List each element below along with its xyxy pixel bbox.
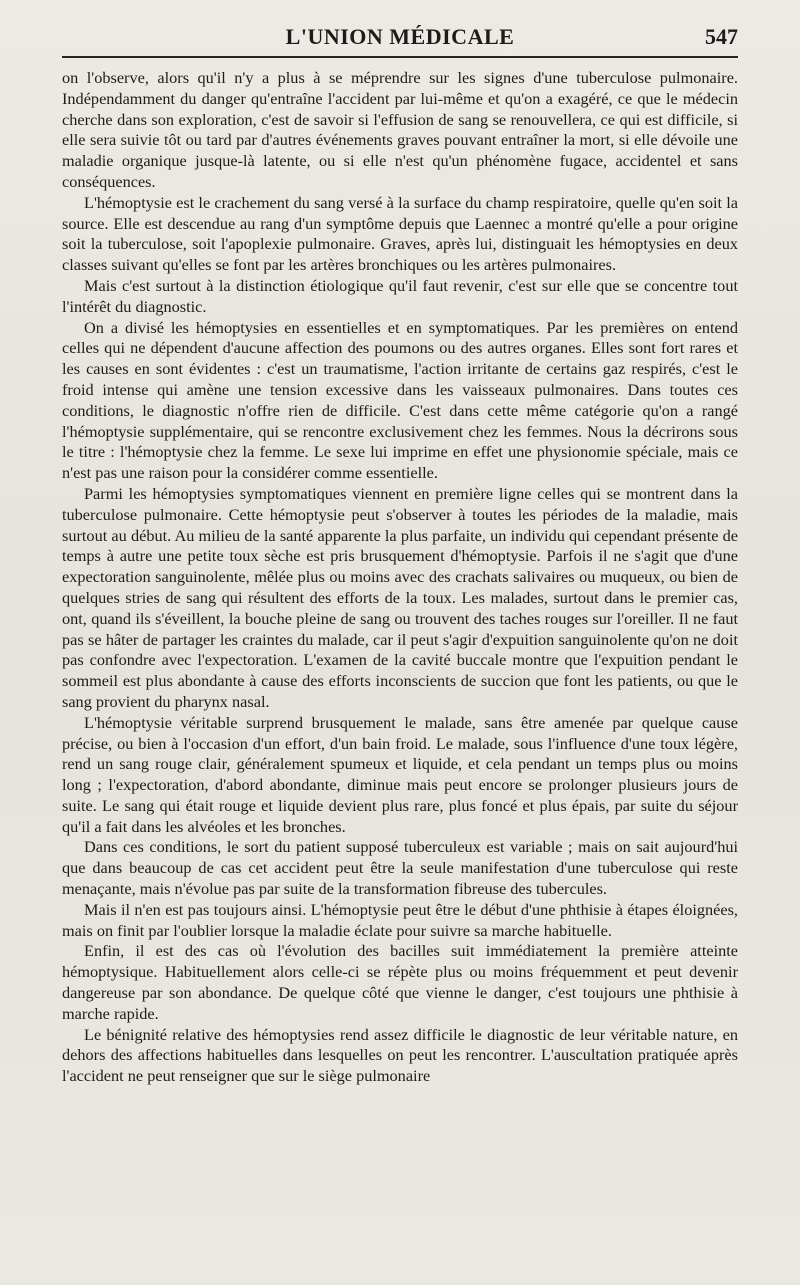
- paragraph: Enfin, il est des cas où l'évolution des bacilles suit immédiatement la première atteinte hémoptysique. Habituellement alors celle-ci se répète plus ou moins fréquemment et peut devenir dangereuse par son abondance. De quelque côté que vienne le danger, c'est toujours une phthisie à marche rapide.: [62, 941, 738, 1023]
- paragraph: On a divisé les hémoptysies en essentielles et en symptomatiques. Par les premières on entend celles qui ne dépendent d'aucune affection des poumons ou des autres organes. Elles sont fort rares et les causes en sont évidentes : c'est un traumatisme, l'action irritante de certains gaz respirés, c'est le froid intense qui amène une tension excessive dans les vaisseaux pulmonaires. Dans toutes ces conditions, le diagnostic n'offre rien de difficile. C'est dans cette même catégorie qu'on a rangé l'hémoptysie supplémentaire, qui se rencontre exclusivement chez les femmes. Nous la décrirons sous le titre : l'hémoptysie chez la femme. Le sexe lui imprime en effet une physionomie spéciale, mais ce n'est pas une raison pour la considérer comme essentielle.: [62, 317, 738, 483]
- paragraph: Dans ces conditions, le sort du patient supposé tuberculeux est variable ; mais on sait aujourd'hui que dans beaucoup de cas cet accident peut être la seule manifestation d'une tuberculose qui reste menaçante, mais n'évolue pas par suite de la transformation fibreuse des tubercules.: [62, 837, 738, 899]
- paragraph: Mais c'est surtout à la distinction étiologique qu'il faut revenir, c'est sur elle que se concentre tout l'intérêt du diagnostic.: [62, 275, 738, 316]
- paragraph: Parmi les hémoptysies symptomatiques viennent en première ligne celles qui se montrent dans la tuberculose pulmonaire. Cette hémoptysie peut s'observer à toutes les périodes de la maladie, mais surtout au début. Au milieu de la santé apparente la plus parfaite, un individu qui cependant présente de temps à autre une petite toux sèche est pris brusquement d'hémoptysie. Parfois il ne s'agit que d'une expectoration sanguinolente, mêlée plus ou moins avec des crachats salivaires ou muqueux, ou bien de quelques stries de sang qui résultent des efforts de la toux. Les malades, surtout dans le premier cas, ont, quand ils s'éveillent, la bouche pleine de sang ou trouvent des taches rouges sur l'oreiller. Il ne faut pas se hâter de partager les craintes du malade, car il peut s'agir d'expuition sanguinolente qu'on ne doit pas confondre avec l'expectoration. L'examen de la cavité buccale montre que l'expuition pendant le sommeil est plus abondante à cause des efforts inconscients de succion que font les patients, ou que le sang provient du pharynx nasal.: [62, 483, 738, 711]
- journal-title: L'UNION MÉDICALE: [285, 24, 515, 49]
- running-head: [62, 20, 738, 52]
- paragraph: Le bénignité relative des hémoptysies rend assez difficile le diagnostic de leur véritable nature, en dehors des affections habituelles dans lesquelles on peut les rencontrer. L'auscultation pratiquée après l'accident ne peut renseigner que sur le siège pulmonaire: [62, 1024, 738, 1086]
- paragraph: L'hémoptysie est le crachement du sang versé à la surface du champ respiratoire, quelle qu'en soit la source. Elle est descendue au rang d'un symptôme depuis que Laennec a montré qu'elle a pour origine soit la tuberculose, soit l'apoplexie pulmonaire. Graves, après lui, distinguait les hémoptysies en deux classes suivant qu'elles se font par les artères bronchiques ou les artères pulmonaires.: [62, 192, 738, 275]
- page-number: 547: [705, 24, 738, 49]
- paragraph: Mais il n'en est pas toujours ainsi. L'hémoptysie peut être le début d'une phthisie à étapes éloignées, mais on finit par l'oublier lorsque la maladie éclate pour suivre sa marche habituelle.: [62, 899, 738, 940]
- paragraph-continued: on l'observe, alors qu'il n'y a plus à se méprendre sur les signes d'une tuberculose pulmonaire. Indépendamment du danger qu'entraîne l'accident par lui-même et qu'on a exagéré, ce que le médecin cherche dans son exploration, c'est de savoir si l'effusion de sang se renouvellera, ce qui est difficile, si elle sera suivie tôt ou tard par d'autres événements graves pouvant entraîner la mort, si elle dévoile une maladie organique jusque-là latente, ou si elle n'est qu'un phénomène fugace, accidentel et sans conséquences.: [62, 68, 738, 191]
- paragraph: L'hémoptysie véritable surprend brusquement le malade, sans être amenée par quelque cause précise, ou bien à l'occasion d'un effort, d'un bain froid. Le malade, sous l'influence d'une toux légère, rend un sang rouge clair, généralement spumeux et liquide, et cela pendant un temps plus ou moins long ; l'expectoration, d'abord abondante, diminue mais peut encore se prolonger plusieurs jours de suite. Le sang qui était rouge et liquide devient plus rare, plus foncé et plus épais, par suite du séjour qu'il a fait dans les alvéoles et les bronches.: [62, 712, 738, 836]
- article-body: [62, 68, 738, 1087]
- header-rule: [62, 56, 738, 58]
